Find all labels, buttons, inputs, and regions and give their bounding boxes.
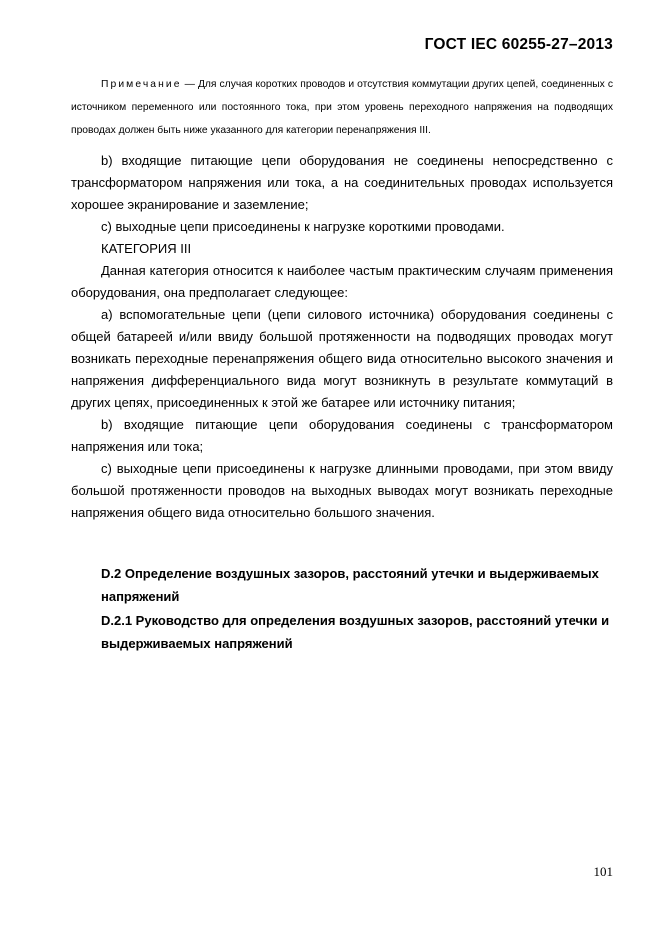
section-heading-d2: D.2 Определение воздушных зазоров, расстояний утечки и выдерживаемых напряжений xyxy=(101,566,599,604)
paragraph-c-first: c) выходные цепи присоединены к нагрузке короткими проводами. xyxy=(101,219,505,234)
document-header: ГОСТ IEC 60255-27–2013 xyxy=(424,36,613,53)
note-block xyxy=(71,73,613,142)
paragraph-b-first: b) входящие питающие цепи оборудования не соединены непосредственно с трансформатором напряжения или тока, а на соединительных проводах используется хорошее экранирование и заземление; xyxy=(71,153,613,212)
body-text xyxy=(71,150,613,524)
page-number: 101 xyxy=(593,864,613,879)
paragraph-c-second: c) выходные цепи присоединены к нагрузке длинными проводами, при этом ввиду большой протяженности проводов на выходных выводах могут возникать переходные напряжения общего вида относительно большого значения. xyxy=(71,461,613,520)
category-intro: Данная категория относится к наиболее частым практическим случаям применения оборудования, она предполагает следующее: xyxy=(71,263,613,300)
paragraph-a: a) вспомогательные цепи (цепи силового источника) оборудования соединены с общей батареей и/или ввиду большой протяженности на подводящих проводах могут возникать переходные перенапряжения общего вида относительно высокого значения и напряжения дифференциального вида могут возникнуть в результате коммутаций в других цепях, присоединенных к этой же батарее или источнику питания; xyxy=(71,307,613,410)
paragraph-b-second: b) входящие питающие цепи оборудования соединены с трансформатором напряжения или тока; xyxy=(71,417,613,454)
section-heading-d21: D.2.1 Руководство для определения воздушных зазоров, расстояний утечки и выдерживаемых напряжений xyxy=(101,613,610,651)
category-title: КАТЕГОРИЯ III xyxy=(101,241,192,256)
note-text: — Для случая коротких проводов и отсутствия коммутации других цепей, соединенных с источником переменного или постоянного тока, при этом уровень переходного напряжения на подводящих проводах должен быть ниже указанного для категории перенапряжения III. xyxy=(71,79,613,136)
note-label: Примечание xyxy=(101,79,182,90)
